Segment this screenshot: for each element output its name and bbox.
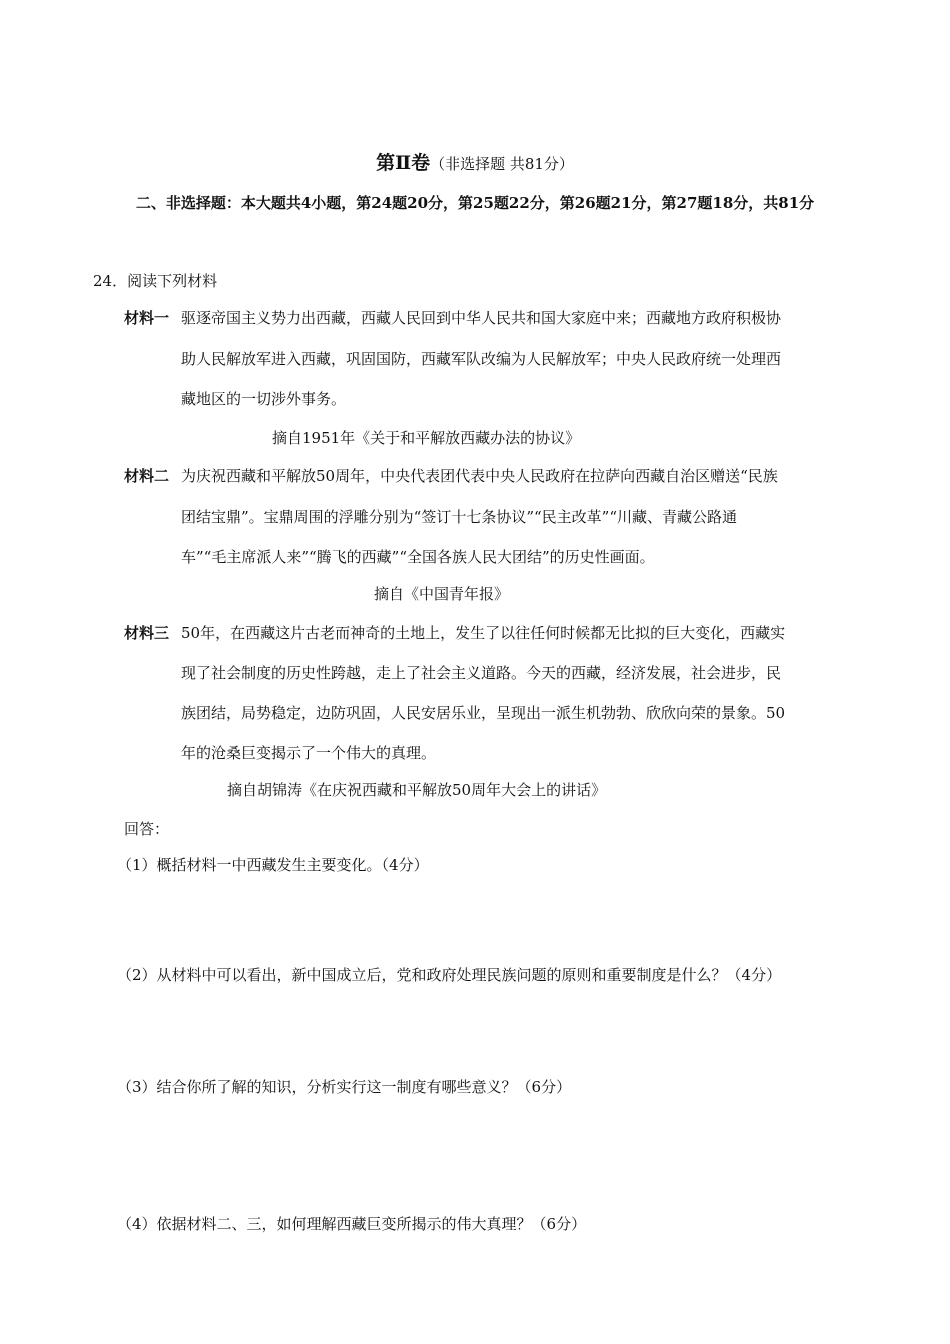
exam-part-title xyxy=(0,148,950,175)
material-line: 年的沧桑巨变揭示了一个伟大的真理。 xyxy=(181,744,437,762)
material-line: 团结宝鼎”。宝鼎周围的浮雕分别为“签订十七条协议”“民主改革”“川藏、青藏公路通 xyxy=(181,508,738,526)
material-line: 助人民解放军进入西藏，巩固国防，西藏军队改编为人民解放军；中央人民政府统一处理西 xyxy=(181,350,782,368)
section-heading: 二、非选择题：本大题共4小题，第24题20分，第25题22分，第26题21分，第27题18分，共81分 xyxy=(135,194,815,212)
material-line: 为庆祝西藏和平解放50周年，中央代表团代表中央人民政府在拉萨向西藏自治区赠送“民族 xyxy=(181,467,778,485)
material-label: 材料二 xyxy=(124,467,170,485)
part-title: 第Ⅱ卷 xyxy=(376,152,431,174)
material-source: 摘自《中国青年报》 xyxy=(374,585,510,603)
sub-question-2: （2）从材料中可以看出，新中国成立后，党和政府处理民族问题的原则和重要制度是什么？（4分） xyxy=(117,966,782,984)
sub-question-1: （1）概括材料一中西藏发生主要变化。（4分） xyxy=(117,856,429,874)
part-subtitle: （非选择题 共81分） xyxy=(430,155,574,173)
material-label: 材料三 xyxy=(124,624,170,642)
material-source: 摘自1951年《关于和平解放西藏办法的协议》 xyxy=(272,429,581,447)
material-line: 驱逐帝国主义势力出西藏，西藏人民回到中华人民共和国大家庭中来；西藏地方政府积极协 xyxy=(181,309,782,327)
material-line: 族团结，局势稳定，边防巩固，人民安居乐业，呈现出一派生机勃勃、欣欣向荣的景象。50 xyxy=(181,704,786,722)
answer-label: 回答： xyxy=(124,820,170,838)
material-line: 50年，在西藏这片古老而神奇的土地上，发生了以往任何时候都无比拟的巨大变化，西藏实 xyxy=(181,624,786,642)
material-source: 摘自胡锦涛《在庆祝西藏和平解放50周年大会上的讲话》 xyxy=(227,781,607,799)
sub-question-4: （4）依据材料二、三，如何理解西藏巨变所揭示的伟大真理？（6分） xyxy=(117,1215,587,1233)
question-title: 24．阅读下列材料 xyxy=(93,272,218,290)
material-line: 车”“毛主席派人来”“腾飞的西藏”“全国各族人民大团结”的历史性画面。 xyxy=(181,548,655,566)
material-label: 材料一 xyxy=(124,309,170,327)
material-line: 藏地区的一切涉外事务。 xyxy=(181,390,347,408)
material-line: 现了社会制度的历史性跨越，走上了社会主义道路。今天的西藏，经济发展，社会进步，民 xyxy=(181,664,782,682)
sub-question-3: （3）结合你所了解的知识，分析实行这一制度有哪些意义？（6分） xyxy=(117,1078,572,1096)
